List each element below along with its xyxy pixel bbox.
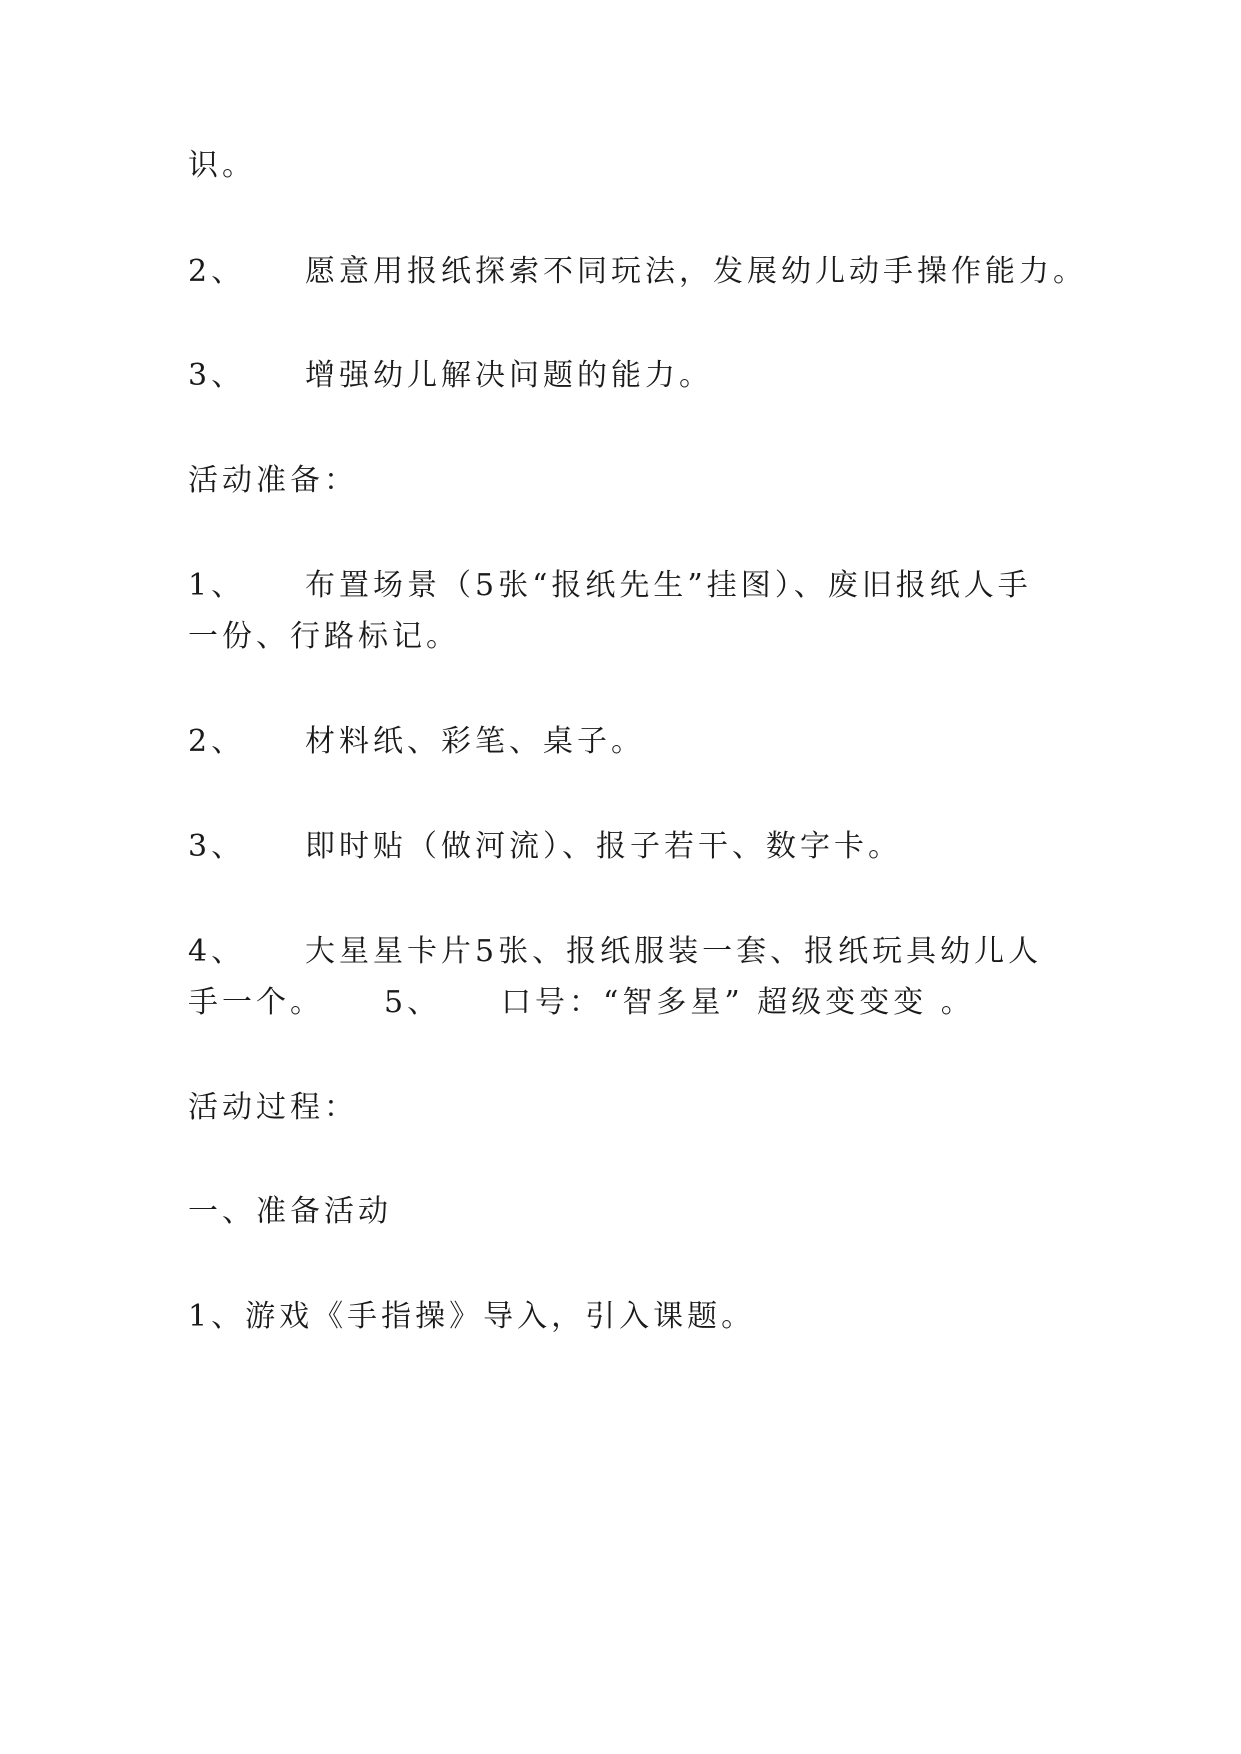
text-line xyxy=(188,148,256,184)
list-item xyxy=(188,568,1032,604)
list-item xyxy=(188,934,1042,970)
section-heading xyxy=(188,463,358,499)
heading-text: 活动过程： xyxy=(188,1090,358,1125)
item-text: 一份、行路标记。 xyxy=(188,619,460,654)
item-number: 4、 xyxy=(188,934,246,969)
section-heading xyxy=(188,1090,358,1126)
heading-text: 一、准备活动 xyxy=(188,1194,392,1229)
item-number: 3、 xyxy=(188,829,246,864)
item-text: 增强幼儿解决问题的能力。 xyxy=(305,358,713,393)
list-item xyxy=(188,724,645,760)
line-text: 1、游戏《手指操》导入，引入课题。 xyxy=(188,1299,756,1334)
item-number: 1、 xyxy=(188,568,246,603)
item-number: 2、 xyxy=(188,724,246,759)
item-text: 材料纸、彩笔、桌子。 xyxy=(305,724,645,759)
list-item-continuation xyxy=(188,619,460,655)
item-text: 布置场景（5张“报纸先生”挂图）、废旧报纸人手 xyxy=(305,568,1032,603)
list-item xyxy=(188,829,902,865)
line-text: 识。 xyxy=(188,148,256,183)
list-item xyxy=(188,358,713,394)
subsection-heading xyxy=(188,1194,392,1230)
item-number: 2、 xyxy=(188,254,246,289)
item-number: 5、 xyxy=(384,985,442,1020)
item-text: 大星星卡片5张、报纸服装一套、报纸玩具幼儿人 xyxy=(305,934,1043,969)
text-line xyxy=(188,1299,755,1335)
item-text: 愿意用报纸探索不同玩法，发展幼儿动手操作能力。 xyxy=(305,254,1087,289)
list-item-continuation xyxy=(188,985,975,1021)
item-text: 即时贴（做河流）、报子若干、数字卡。 xyxy=(305,829,902,864)
item-text: 口号：“智多星” 超级变变变 。 xyxy=(501,985,975,1020)
item-number: 3、 xyxy=(188,358,246,393)
heading-text: 活动准备： xyxy=(188,463,358,498)
list-item xyxy=(188,254,1087,290)
item-text: 手一个。 xyxy=(188,985,324,1020)
